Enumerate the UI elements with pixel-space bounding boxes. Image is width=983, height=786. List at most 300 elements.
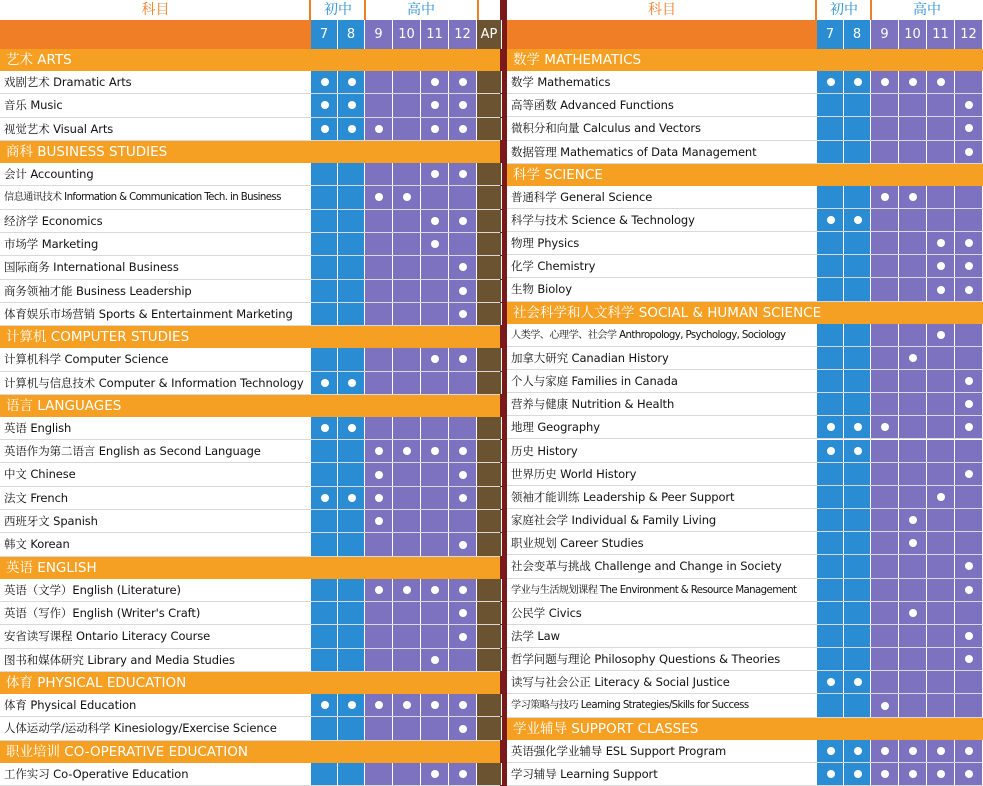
grade-cell: [365, 487, 393, 509]
grade-label-8: 8: [338, 20, 365, 49]
subject-header: 科目: [141, 2, 170, 18]
grade-cell: [844, 625, 871, 647]
offered-dot: [881, 193, 889, 201]
grade-cell: [393, 533, 421, 555]
grade-cell: [844, 509, 871, 531]
offered-dot: [431, 170, 439, 178]
column-header: [507, 0, 983, 20]
grade-cell: [899, 186, 927, 208]
grade-cell: [955, 209, 983, 231]
grade-cell: [449, 487, 477, 509]
grade-cell: [365, 71, 393, 93]
grade-cell: [421, 71, 449, 93]
course-row: [0, 417, 500, 440]
grade-cell: [477, 510, 502, 532]
offered-dot: [375, 125, 383, 133]
grade-cell: [393, 118, 421, 140]
grade-cell: [817, 486, 844, 508]
grade-bar: [0, 20, 500, 49]
grade-cell: [449, 186, 477, 208]
grade-cell: [477, 256, 502, 278]
offered-dot: [854, 447, 862, 455]
section-header: 职业培训 CO-OPERATIVE EDUCATION: [0, 741, 500, 763]
grade-cell: [365, 163, 393, 185]
course-name: 加拿大研究 Canadian History: [511, 350, 669, 365]
grade-cell: [899, 347, 927, 369]
grade-cell: [817, 555, 844, 577]
section-header: 商科 BUSINESS STUDIES: [0, 141, 500, 163]
grade-cell: [955, 602, 983, 624]
offered-dot: [965, 470, 973, 478]
course-row: [507, 117, 983, 140]
offered-dot: [375, 517, 383, 525]
grade-cell: [899, 416, 927, 438]
grade-cell: [421, 487, 449, 509]
grade-cell: [927, 370, 955, 392]
grade-cell: [338, 71, 365, 93]
grade-cell: [311, 210, 338, 232]
grade-cell: [477, 163, 502, 185]
grade-cell: [421, 372, 449, 394]
grade-cell: [844, 209, 871, 231]
offered-dot: [965, 747, 973, 755]
offered-dot: [321, 701, 329, 709]
grade-cell: [817, 694, 844, 716]
grade-cell: [311, 763, 338, 785]
grade-cell: [899, 141, 927, 163]
offered-dot: [403, 447, 411, 455]
offered-dot: [965, 770, 973, 778]
grade-cell: [393, 186, 421, 208]
grade-cell: [927, 532, 955, 554]
course-row: [507, 694, 983, 717]
grade-cell: [817, 440, 844, 462]
course-row: [507, 555, 983, 578]
grade-cell: [871, 579, 899, 601]
course-row: [507, 370, 983, 393]
course-name: 个人与家庭 Families in Canada: [511, 373, 678, 388]
course-name: 中文 Chinese: [4, 467, 76, 482]
course-row: [0, 94, 500, 117]
grade-cell: [311, 463, 338, 485]
grade-cell: [955, 555, 983, 577]
grade-cell: [844, 117, 871, 139]
offered-dot: [937, 286, 945, 294]
offered-dot: [348, 494, 356, 502]
offered-dot: [459, 701, 467, 709]
section-header: 艺术 ARTS: [0, 49, 500, 71]
grade-cell: [449, 94, 477, 116]
course-row: [0, 510, 500, 533]
grade-cell: [899, 532, 927, 554]
grade-cell: [817, 463, 844, 485]
offered-dot: [403, 586, 411, 594]
offered-dot: [431, 447, 439, 455]
offered-dot: [965, 632, 973, 640]
grade-label-11: 11: [421, 20, 449, 49]
offered-dot: [909, 539, 917, 547]
section-header: 语言 LANGUAGES: [0, 395, 500, 417]
course-row: [507, 278, 983, 301]
grade-cell: [871, 416, 899, 438]
offered-dot: [854, 770, 862, 778]
offered-dot: [321, 101, 329, 109]
grade-cell: [449, 417, 477, 439]
grade-cell: [365, 372, 393, 394]
offered-dot: [827, 423, 835, 431]
grade-cell: [338, 233, 365, 255]
grade-cell: [365, 533, 393, 555]
offered-dot: [965, 423, 973, 431]
grade-cell: [927, 440, 955, 462]
grade-cell: [477, 694, 502, 716]
grade-cell: [477, 280, 502, 302]
offered-dot: [431, 217, 439, 225]
course-name: 生物 Bioloy: [511, 282, 572, 297]
course-name: 地理 Geography: [511, 420, 600, 435]
grade-cell: [365, 118, 393, 140]
course-row: [0, 487, 500, 510]
grade-cell: [338, 463, 365, 485]
grade-cell: [899, 486, 927, 508]
grade-cell: [955, 141, 983, 163]
grade-cell: [311, 602, 338, 624]
offered-dot: [459, 586, 467, 594]
grade-cell: [844, 763, 871, 785]
course-row: [507, 486, 983, 509]
grade-cell: [449, 602, 477, 624]
grade-cell: [338, 210, 365, 232]
grade-cell: [421, 118, 449, 140]
grade-cell: [477, 649, 502, 671]
grade-cell: [927, 625, 955, 647]
course-row: [507, 71, 983, 94]
grade-cell: [311, 303, 338, 325]
offered-dot: [937, 747, 945, 755]
grade-cell: [817, 232, 844, 254]
grade-cell: [955, 278, 983, 300]
course-row: [0, 440, 500, 463]
grade-cell: [899, 117, 927, 139]
grade-cell: [844, 579, 871, 601]
grade-cell: [871, 117, 899, 139]
grade-cell: [477, 94, 502, 116]
grade-cell: [871, 141, 899, 163]
grade-cell: [449, 303, 477, 325]
grade-cell: [927, 740, 955, 762]
grade-cell: [365, 717, 393, 739]
grade-label-12: 12: [449, 20, 477, 49]
grade-cell: [899, 324, 927, 346]
grade-cell: [338, 256, 365, 278]
grade-cell: [955, 509, 983, 531]
course-row: [507, 232, 983, 255]
offered-dot: [321, 379, 329, 387]
course-name: 安省读写课程 Ontario Literacy Course: [4, 629, 211, 644]
course-name: 计算机与信息技术 Computer & Information Technology: [4, 375, 304, 390]
course-name: 韩文 Korean: [4, 537, 70, 552]
offered-dot: [827, 747, 835, 755]
grade-cell: [338, 118, 365, 140]
grade-cell: [871, 255, 899, 277]
grade-cell: [817, 141, 844, 163]
grade-cell: [899, 555, 927, 577]
course-row: [0, 303, 500, 326]
grade-cell: [927, 94, 955, 116]
grade-cell: [338, 186, 365, 208]
grade-cell: [955, 416, 983, 438]
grade-cell: [844, 393, 871, 415]
course-row: [507, 393, 983, 416]
course-row: [0, 625, 500, 648]
grade-cell: [393, 372, 421, 394]
grade-cell: [421, 210, 449, 232]
grade-cell: [844, 671, 871, 693]
grade-cell: [421, 649, 449, 671]
grade-cell: [927, 141, 955, 163]
grade-cell: [844, 532, 871, 554]
grade-cell: [899, 579, 927, 601]
grade-cell: [338, 280, 365, 302]
grade-cell: [955, 648, 983, 670]
grade-cell: [817, 740, 844, 762]
course-row: [0, 210, 500, 233]
grade-cell: [871, 625, 899, 647]
course-name: 英语（写作）English (Writer's Craft): [4, 606, 201, 621]
grade-cell: [844, 740, 871, 762]
offered-dot: [459, 310, 467, 318]
course-name: 世界历史 World History: [511, 466, 637, 481]
grade-cell: [449, 579, 477, 601]
grade-cell: [338, 163, 365, 185]
grade-cell: [338, 717, 365, 739]
course-name: 物理 Physics: [511, 236, 580, 251]
grade-cell: [871, 763, 899, 785]
grade-cell: [817, 393, 844, 415]
offered-dot: [909, 747, 917, 755]
grade-cell: [311, 510, 338, 532]
course-row: [0, 763, 500, 786]
grade-cell: [844, 602, 871, 624]
offered-dot: [431, 770, 439, 778]
grade-cell: [899, 209, 927, 231]
grade-cell: [817, 602, 844, 624]
offered-dot: [459, 101, 467, 109]
course-row: [0, 463, 500, 486]
grade-cell: [449, 372, 477, 394]
offered-dot: [348, 78, 356, 86]
grade-cell: [817, 94, 844, 116]
grade-cell: [365, 649, 393, 671]
grade-cell: [365, 625, 393, 647]
grade-cell: [449, 210, 477, 232]
grade-cell: [927, 232, 955, 254]
course-name: 领袖才能训练 Leadership & Peer Support: [511, 489, 735, 504]
grade-cell: [927, 602, 955, 624]
grade-cell: [899, 509, 927, 531]
course-name: 英语强化学业辅导 ESL Support Program: [511, 743, 727, 758]
grade-cell: [477, 533, 502, 555]
grade-cell: [421, 463, 449, 485]
offered-dot: [375, 193, 383, 201]
grade-cell: [817, 648, 844, 670]
course-name: 法学 Law: [511, 628, 560, 643]
offered-dot: [431, 701, 439, 709]
grade-cell: [817, 625, 844, 647]
offered-dot: [459, 263, 467, 271]
grade-cell: [477, 348, 502, 370]
grade-label-7: 7: [817, 20, 844, 49]
course-name: 社会变革与挑战 Challenge and Change in Society: [511, 559, 782, 574]
grade-cell: [477, 602, 502, 624]
offered-dot: [403, 701, 411, 709]
offered-dot: [348, 101, 356, 109]
grade-cell: [899, 602, 927, 624]
section-header: 英语 ENGLISH: [0, 557, 500, 579]
grade-cell: [871, 648, 899, 670]
grade-cell: [393, 256, 421, 278]
course-row: [507, 648, 983, 671]
grade-cell: [365, 440, 393, 462]
grade-cell: [311, 649, 338, 671]
grade-cell: [955, 71, 983, 93]
section-header: 学业辅导 SUPPORT CLASSES: [507, 718, 983, 740]
offered-dot: [965, 586, 973, 594]
grade-cell: [311, 163, 338, 185]
grade-cell: [955, 393, 983, 415]
offered-dot: [459, 447, 467, 455]
offered-dot: [459, 355, 467, 363]
grade-cell: [871, 232, 899, 254]
grade-cell: [927, 347, 955, 369]
grade-cell: [365, 694, 393, 716]
course-name: 化学 Chemistry: [511, 259, 596, 274]
grade-cell: [393, 71, 421, 93]
grade-label-11: 11: [927, 20, 955, 49]
grade-cell: [393, 649, 421, 671]
course-row: [507, 186, 983, 209]
course-row: [507, 416, 983, 439]
grade-cell: [365, 417, 393, 439]
offered-dot: [431, 125, 439, 133]
grade-cell: [311, 94, 338, 116]
offered-dot: [965, 562, 973, 570]
course-name: 商务领袖才能 Business Leadership: [4, 283, 192, 298]
course-row: [507, 209, 983, 232]
grade-cell: [477, 440, 502, 462]
course-row: [0, 233, 500, 256]
course-name: 读写与社会公正 Literacy & Social Justice: [511, 675, 730, 690]
grade-cell: [393, 210, 421, 232]
course-row: [507, 255, 983, 278]
grade-cell: [844, 141, 871, 163]
course-row: [507, 463, 983, 486]
course-row: [507, 440, 983, 463]
course-name: 英语 English: [4, 420, 72, 435]
grade-cell: [477, 579, 502, 601]
offered-dot: [431, 586, 439, 594]
section-header: 社会科学和人文科学 SOCIAL & HUMAN SCIENCE: [507, 302, 983, 324]
course-name: 市场学 Marketing: [4, 236, 99, 251]
offered-dot: [965, 239, 973, 247]
grade-cell: [871, 347, 899, 369]
grade-cell: [311, 487, 338, 509]
grade-cell: [477, 717, 502, 739]
grade-cell: [449, 233, 477, 255]
course-row: [0, 649, 500, 672]
grade-label-ap: AP: [477, 20, 502, 49]
course-name: 微积分和向量 Calculus and Vectors: [511, 121, 701, 136]
grade-cell: [421, 417, 449, 439]
grade-cell: [393, 625, 421, 647]
grade-cell: [871, 602, 899, 624]
grade-cell: [421, 510, 449, 532]
course-name: 计算机科学 Computer Science: [4, 352, 169, 367]
grade-cell: [421, 94, 449, 116]
grade-cell: [393, 763, 421, 785]
grade-cell: [477, 763, 502, 785]
offered-dot: [459, 78, 467, 86]
offered-dot: [965, 124, 973, 132]
grade-cell: [955, 94, 983, 116]
offered-dot: [937, 262, 945, 270]
grade-cell: [449, 256, 477, 278]
offered-dot: [909, 770, 917, 778]
course-name: 西班牙文 Spanish: [4, 514, 98, 529]
grade-cell: [421, 348, 449, 370]
grade-cell: [844, 324, 871, 346]
course-row: [0, 372, 500, 395]
grade-cell: [927, 763, 955, 785]
grade-cell: [365, 233, 393, 255]
offered-dot: [459, 287, 467, 295]
grade-cell: [338, 348, 365, 370]
offered-dot: [909, 78, 917, 86]
grade-cell: [311, 440, 338, 462]
offered-dot: [965, 148, 973, 156]
grade-cell: [955, 671, 983, 693]
grade-cell: [871, 509, 899, 531]
course-name: 家庭社会学 Individual & Family Living: [511, 513, 717, 528]
grade-cell: [311, 280, 338, 302]
grade-cell: [844, 347, 871, 369]
course-name: 人类学、心理学、社会学 Anthropology, Psychology, Sociology: [511, 329, 786, 341]
grade-cell: [844, 71, 871, 93]
course-name: 英语（文学）English (Literature): [4, 582, 181, 597]
grade-cell: [365, 602, 393, 624]
grade-cell: [311, 694, 338, 716]
offered-dot: [854, 78, 862, 86]
grade-label-10: 10: [393, 20, 421, 49]
offered-dot: [375, 494, 383, 502]
grade-cell: [477, 625, 502, 647]
course-row: [0, 533, 500, 556]
offered-dot: [881, 702, 889, 710]
grade-cell: [927, 186, 955, 208]
grade-cell: [955, 255, 983, 277]
grade-cell: [844, 186, 871, 208]
grade-cell: [871, 694, 899, 716]
course-name: 营养与健康 Nutrition & Health: [511, 397, 675, 412]
grade-cell: [338, 417, 365, 439]
grade-label-10: 10: [899, 20, 927, 49]
grade-cell: [338, 649, 365, 671]
offered-dot: [321, 424, 329, 432]
grade-cell: [311, 372, 338, 394]
grade-cell: [449, 118, 477, 140]
grade-cell: [365, 763, 393, 785]
course-name: 英语作为第二语言 English as Second Language: [4, 444, 261, 459]
